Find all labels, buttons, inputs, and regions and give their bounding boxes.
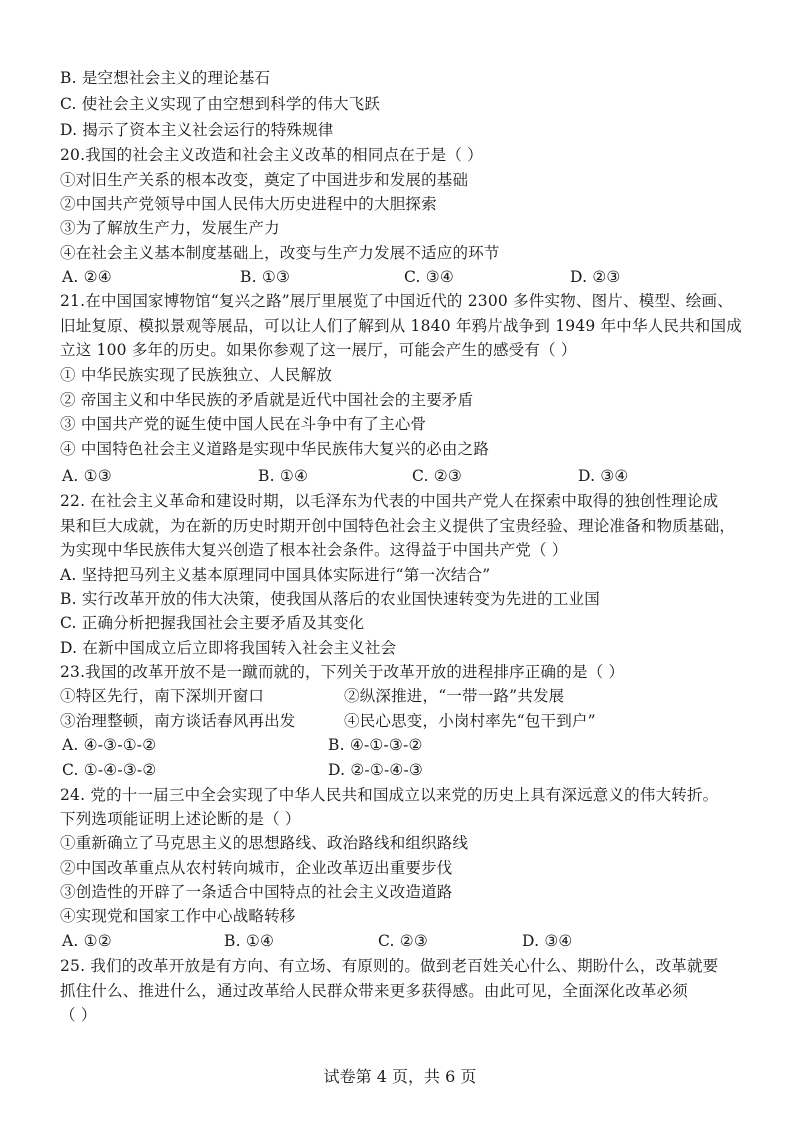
q21-item-3: ③ 中国共产党的诞生使中国人民在斗争中有了主心骨	[60, 415, 427, 433]
q21-choice-b: B. ①④	[258, 467, 309, 485]
q24-item-4: ④实现党和国家工作中心战略转移	[60, 907, 296, 925]
q20-stem: 20.我国的社会主义改造和社会主义改革的相同点在于是（ ）	[60, 146, 483, 164]
q21-stem-line-3: 立这 100 多年的历史。如果你参观了这一展厅，可能会产生的感受有（ ）	[60, 341, 577, 359]
q22-option-a: A. 坚持把马列主义基本原理同中国具体实际进行“第一次结合”	[60, 566, 491, 584]
q24-choice-b: B. ①④	[224, 932, 275, 950]
q21-stem-line-2: 旧址复原、模拟景观等展品，可以让人们了解到从 1840 年鸦片战争到 1949 年中华人民共和国成	[60, 317, 742, 335]
q24-item-1: ①重新确立了马克思主义的思想路线、政治路线和组织路线	[60, 834, 469, 852]
q20-choice-c: C. ③④	[404, 268, 454, 286]
q23-item-2: ②纵深推进，“一带一路”共发展	[344, 687, 565, 705]
q25-stem-line-3: （ ）	[60, 1006, 97, 1024]
q23-choice-d: D. ②-①-④-③	[328, 761, 424, 779]
q21-item-1: ① 中华民族实现了民族独立、人民解放	[60, 366, 333, 384]
page-footer: 试卷第 4 页，共 6 页	[323, 1067, 477, 1086]
q19-option-c: C. 使社会主义实现了由空想到科学的伟大飞跃	[60, 95, 381, 113]
q24-item-2: ②中国改革重点从农村转向城市，企业改革迈出重要步伐	[60, 859, 453, 877]
q24-choice-d: D. ③④	[522, 932, 573, 950]
q20-item-1: ①对旧生产关系的根本改变，奠定了中国进步和发展的基础	[60, 171, 469, 189]
q20-choice-b: B. ①③	[240, 268, 291, 286]
q22-option-c: C. 正确分析把握我国社会主要矛盾及其变化	[60, 614, 365, 632]
q21-item-2: ② 帝国主义和中华民族的矛盾就是近代中国社会的主要矛盾	[60, 391, 474, 409]
q25-stem-line-1: 25. 我们的改革开放是有方向、有立场、有原则的。做到老百姓关心什么、期盼什么，改革就要	[60, 957, 719, 975]
q25-stem-line-2: 抓住什么、推进什么，通过改革给人民群众带来更多获得感。由此可见，全面深化改革必须	[60, 982, 689, 1000]
q20-item-3: ③为了解放生产力，发展生产力	[60, 219, 280, 237]
q24-choice-a: A. ①②	[62, 932, 112, 950]
q23-item-4: ④民心思变，小岗村率先“包干到户”	[344, 712, 596, 730]
q24-item-3: ③创造性的开辟了一条适合中国特点的社会主义改造道路	[60, 883, 453, 901]
q21-choice-d: D. ③④	[578, 467, 629, 485]
q22-stem-line-3: 为实现中华民族伟大复兴创造了根本社会条件。这得益于中国共产党（ ）	[60, 541, 568, 559]
q22-option-b: B. 实行改革开放的伟大决策，使我国从落后的农业国快速转变为先进的工业国	[60, 590, 600, 608]
q23-choice-c: C. ①-④-③-②	[62, 761, 157, 779]
q19-option-d: D. 揭示了资本主义社会运行的特殊规律	[60, 121, 334, 139]
q21-item-4: ④ 中国特色社会主义道路是实现中华民族伟大复兴的必由之路	[60, 440, 490, 458]
q21-choice-a: A. ①③	[62, 467, 112, 485]
q24-stem-line-2: 下列选项能证明上述论断的是（ ）	[60, 810, 301, 828]
q20-choice-d: D. ②③	[570, 268, 621, 286]
q23-choice-b: B. ④-①-③-②	[328, 736, 423, 754]
q20-choice-a: A. ②④	[62, 268, 112, 286]
q21-choice-c: C. ②③	[412, 467, 462, 485]
q23-item-3: ③治理整顿，南方谈话春风再出发	[60, 712, 296, 730]
q22-stem-line-2: 果和巨大成就，为在新的历史时期开创中国特色社会主义提供了宝贵经验、理论准备和物质基础，	[60, 517, 736, 535]
q23-stem: 23.我国的改革开放不是一蹴而就的，下列关于改革开放的进程排序正确的是（ ）	[60, 663, 625, 681]
q22-stem-line-1: 22. 在社会主义革命和建设时期，以毛泽东为代表的中国共产党人在探索中取得的独创性理论成	[60, 492, 719, 510]
q24-choice-c: C. ②③	[378, 932, 428, 950]
q24-stem-line-1: 24. 党的十一届三中全会实现了中华人民共和国成立以来党的历史上具有深远意义的伟大转折。	[60, 786, 719, 804]
q20-item-2: ②中国共产党领导中国人民伟大历史进程中的大胆探索	[60, 195, 437, 213]
q21-stem-line-1: 21.在中国国家博物馆“复兴之路”展厅里展览了中国近代的 2300 多件实物、图片、模型、绘画、	[60, 292, 733, 310]
q20-item-4: ④在社会主义基本制度基础上，改变与生产力发展不适应的环节	[60, 244, 500, 262]
q23-item-1: ①特区先行，南下深圳开窗口	[60, 687, 265, 705]
q22-option-d: D. 在新中国成立后立即将我国转入社会主义社会	[60, 639, 397, 657]
q23-choice-a: A. ④-③-①-②	[62, 736, 157, 754]
q19-option-b: B. 是空想社会主义的理论基石	[60, 69, 271, 87]
